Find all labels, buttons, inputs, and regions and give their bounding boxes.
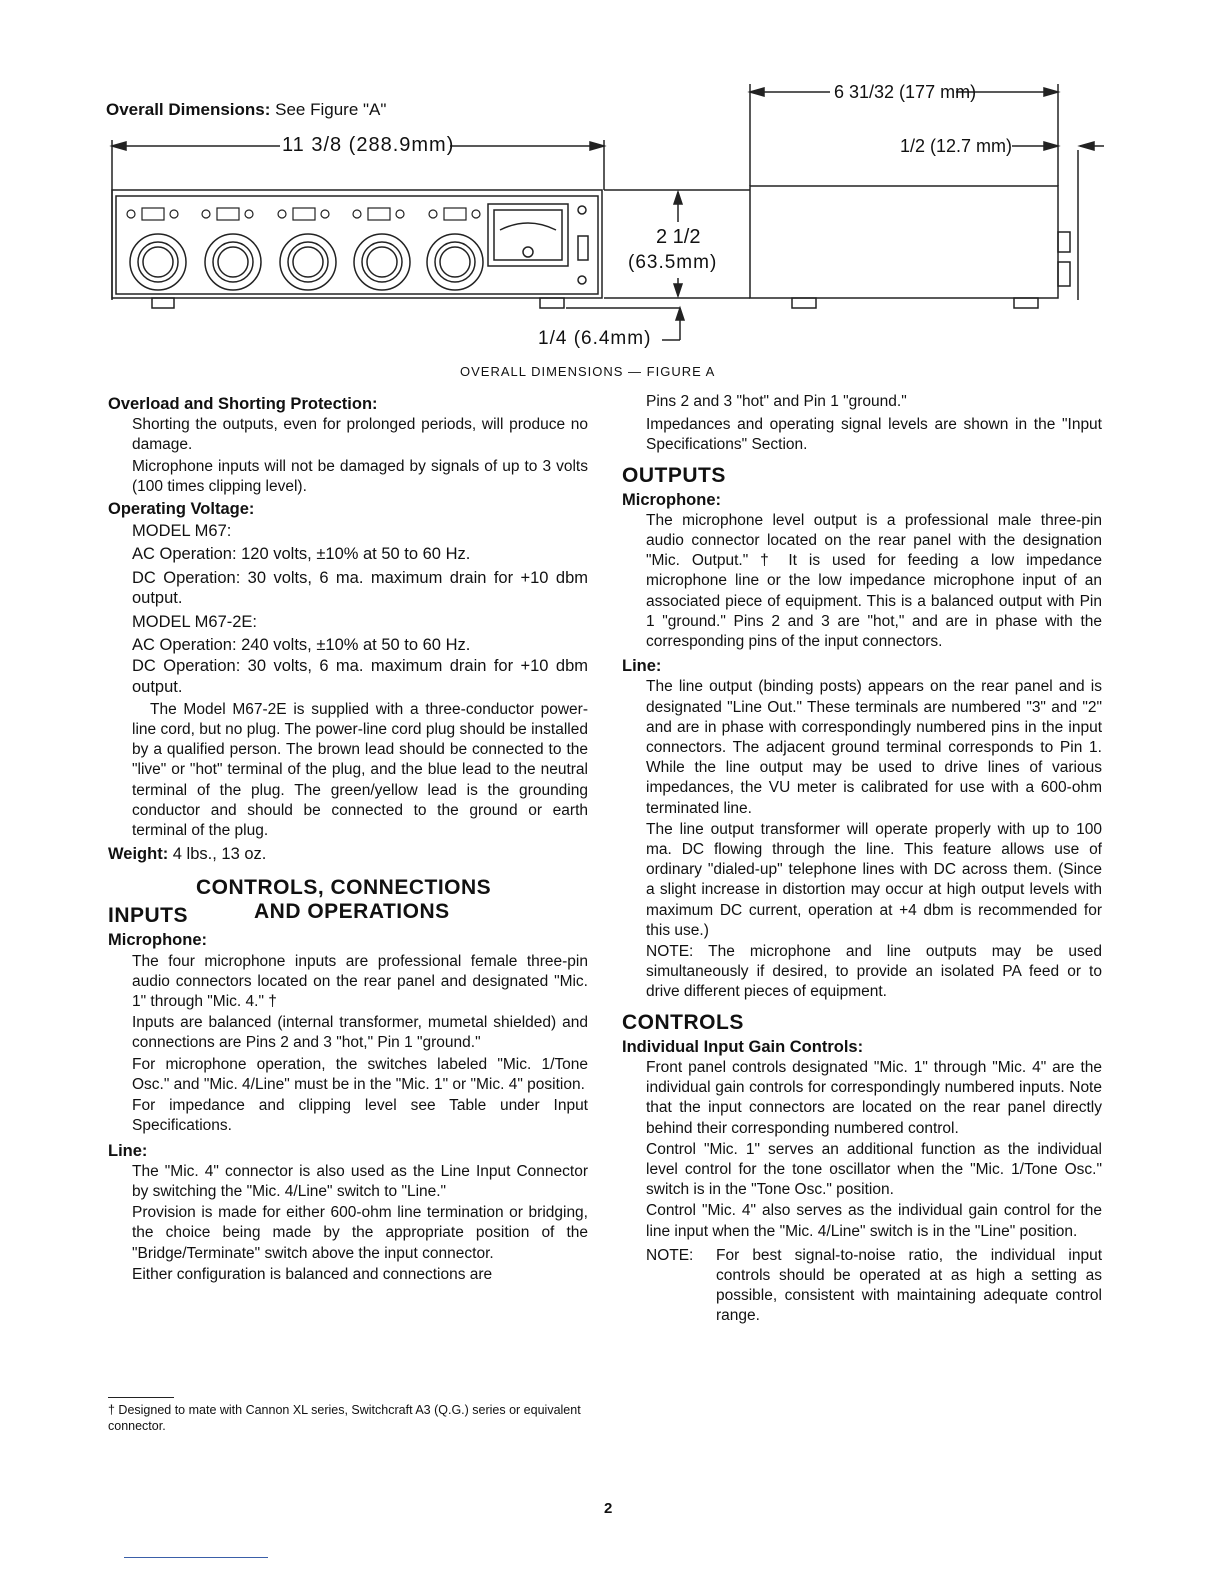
- width-dimension: 11 3/8 (288.9mm): [282, 134, 455, 156]
- outputs-mic-title: Microphone:: [622, 490, 721, 509]
- overload-title: Overload and Shorting Protection:: [108, 395, 378, 413]
- model-m67-2e-ac: AC Operation: 240 volts, ±10% at 50 to 60 Hz.: [132, 636, 471, 655]
- foot-dimension: 1/4 (6.4mm): [538, 328, 652, 349]
- page-number: 2: [604, 1500, 613, 1517]
- model-m67-ac: AC Operation: 120 volts, ±10% at 50 to 60 Hz.: [132, 545, 471, 564]
- model-m67-title: MODEL M67:: [132, 522, 232, 541]
- controls-heading-line-2: AND OPERATIONS: [254, 900, 450, 924]
- input-continued-paragraph-1: Pins 2 and 3 "hot" and Pin 1 "ground.": [646, 393, 907, 410]
- overload-paragraph-2: Microphone inputs will not be damaged by signals of up to 3 volts (100 times clipping level).: [132, 457, 588, 495]
- gain-controls-paragraph-1: Front panel controls designated "Mic. 1" through "Mic. 4" are the individual gain controls for correspondingly numbered inputs. Note that the input connectors are located on the rear panel directly behind their corresponding numbered control.: [646, 1058, 1102, 1137]
- gain-controls-paragraph-2: Control "Mic. 1" serves an additional function as the individual level control for the tone oscillator when the "Mic. 1/Tone Osc." switch is in the "Tone Osc." position.: [646, 1140, 1102, 1199]
- model-m67-2e-title: MODEL M67-2E:: [132, 613, 258, 632]
- outputs-line-note: NOTE: The microphone and line outputs may be used simultaneously if desired, to provide an isolated PA feed or to drive different pieces of equipment.: [646, 943, 1102, 1001]
- inputs-mic-paragraph-2: Inputs are balanced (internal transformer, mumetal shielded) and connections are Pins 2 and 3 "hot," Pin 1 "ground.": [132, 1014, 588, 1052]
- height-dimension-value: 2 1/2: [656, 226, 701, 248]
- input-continued-paragraph-2: Impedances and operating signal levels are shown in the "Input Specifications" Section.: [646, 416, 1102, 454]
- model-m67-2e-paragraph: The Model M67-2E is supplied with a three-conductor power-line cord, but no plug. The power-line cord plug should be installed by a qualified person. The brown lead should be connected to the "live" or "hot" terminal of the plug, and the blue lead to the neutral terminal of the plug. The green/yellow lead is the grounding conductor and should be connected to the ground or earth terminal of the plug.: [132, 700, 588, 840]
- left-column: [108, 392, 588, 1286]
- right-column: [622, 392, 1102, 1327]
- voltage-title: Operating Voltage:: [108, 500, 255, 519]
- weight-value: 4 lbs., 13 oz.: [172, 845, 267, 864]
- depth-dimension: 6 31/32 (177 mm): [834, 82, 977, 102]
- footnote: † Designed to mate with Cannon XL series, Switchcraft A3 (Q.G.) series or equivalent connector.: [108, 1403, 581, 1433]
- rear-dimension: 1/2 (12.7 mm): [900, 136, 1013, 156]
- controls-heading-line-1: CONTROLS, CONNECTIONS: [196, 876, 492, 900]
- weight-label: Weight:: [108, 845, 169, 864]
- overload-paragraph-1: Shorting the outputs, even for prolonged periods, will produce no damage.: [132, 416, 588, 454]
- outputs-mic-paragraph: The microphone level output is a professional male three-pin audio connector located on the rear panel with the designation "Mic. Output." † It is used for feeding a low impedance microphone line or the low impedance microphone input of an associated piece of equipment. This is a balanced output with Pin 1 "ground." Pins 2 and 3 are "hot," and are in phase with the corresponding pins of the input connectors.: [646, 511, 1102, 651]
- height-dimension-mm: (63.5mm): [628, 252, 718, 273]
- figure-caption: OVERALL DIMENSIONS — FIGURE A: [460, 364, 716, 379]
- gain-note-label: NOTE:: [646, 1246, 694, 1264]
- inputs-line-paragraph-2: Provision is made for either 600-ohm line termination or bridging, the choice being made by the appropriate position of the "Bridge/Terminate" switch above the input connector.: [132, 1204, 588, 1262]
- outputs-line-paragraph-1: The line output (binding posts) appears on the rear panel and is designated "Line Out." These terminals are numbered "3" and "2" and are in phase with correspondingly numbered pins in the input connectors. The adjacent ground terminal corresponds to Pin 1. While the line output may be used to drive lines of various impedances, the VU meter is calibrated for use with a 600-ohm terminated line.: [646, 678, 1102, 817]
- model-m67-2e-dc: DC Operation: 30 volts, 6 ma. maximum drain for +10 dbm output.: [132, 657, 588, 696]
- controls-title: CONTROLS: [622, 1010, 744, 1034]
- inputs-line-title: Line:: [108, 1141, 148, 1160]
- bottom-rule: [124, 1557, 268, 1558]
- inputs-mic-title: Microphone:: [108, 931, 207, 950]
- footnote-rule: [108, 1397, 174, 1398]
- inputs-mic-paragraph-4: For impedance and clipping level see Table under Input Specifications.: [132, 1097, 588, 1135]
- inputs-mic-paragraph-1: The four microphone inputs are professional female three-pin audio connectors located on the rear panel and designated "Mic. 1" through "Mic. 4." †: [132, 952, 588, 1011]
- outputs-line-paragraph-2: The line output transformer will operate properly with up to 100 ma. DC flowing through the line. This feature allows use of ordinary "dialed-up" telephone lines with DC across them. (Since a slight increase in distortion may occur at high output levels with maximum DC current, operation at +4 dbm is recommended for this use.): [646, 820, 1102, 939]
- controls-heading-row: [108, 900, 588, 928]
- inputs-title: INPUTS: [108, 904, 189, 928]
- gain-note-text: For best signal-to-noise ratio, the individual input controls should be operated at as high a setting as possible, consistent with maintaining adequate control range.: [716, 1246, 1102, 1325]
- overall-dimensions-ref: See Figure "A": [275, 100, 387, 119]
- outputs-line-title: Line:: [622, 657, 662, 676]
- inputs-line-paragraph-1: The "Mic. 4" connector is also used as the Line Input Connector by switching the "Mic. 4/Line" switch to "Line.": [132, 1162, 588, 1200]
- gain-controls-title: Individual Input Gain Controls:: [622, 1037, 864, 1056]
- weight-row: [108, 844, 588, 864]
- overall-dimensions-label: Overall Dimensions:: [106, 100, 271, 119]
- gain-controls-paragraph-3: Control "Mic. 4" also serves as the individual gain control for the line input when the "Mic. 4/Line" switch is in the "Line" position.: [646, 1202, 1102, 1240]
- outputs-title: OUTPUTS: [622, 463, 726, 487]
- inputs-mic-paragraph-3: For microphone operation, the switches labeled "Mic. 1/Tone Osc." and "Mic. 4/Line" must be in the "Mic. 1" or "Mic. 4" position.: [132, 1055, 588, 1093]
- model-m67-dc: DC Operation: 30 volts, 6 ma. maximum drain for +10 dbm output.: [132, 568, 588, 607]
- inputs-line-paragraph-3: Either configuration is balanced and connections are: [132, 1265, 493, 1283]
- gain-controls-note: [622, 1246, 1102, 1327]
